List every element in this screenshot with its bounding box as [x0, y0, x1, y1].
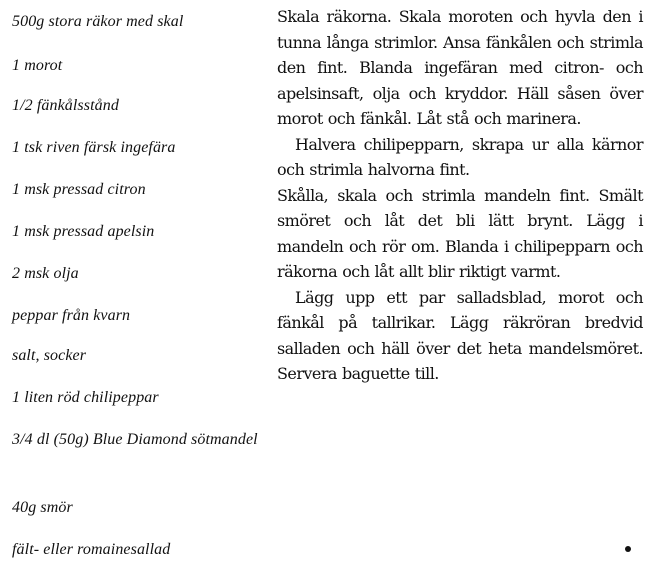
ingredient-item: 40g smör	[12, 499, 73, 516]
instruction-paragraph: Lägg upp ett par salladsblad, morot och fänkål på tallrikar. Lägg räkröran bredvid salladen och häll över det heta mandelsmöret. Servera baguette till.	[277, 287, 643, 383]
instruction-paragraph: Skala räkorna. Skala moroten och hyvla den i tunna långa strimlor. Ansa fänkålen och strimla den fint. Blanda ingefäran med citron- och apelsinsaft, olja och kryddor. Häll såsen över morot och fänkål. Låt stå och marinera.	[277, 7, 643, 128]
ingredient-item: 1/2 fänkålsstånd	[12, 97, 119, 114]
ingredient-item: fält- eller romainesallad	[12, 541, 171, 558]
instruction-paragraph: Halvera chilipepparn, skrapa ur alla kärnor och strimla halvorna fint.	[277, 134, 643, 179]
ingredient-item: 1 morot	[12, 57, 63, 74]
ingredient-item: peppar från kvarn	[12, 307, 131, 324]
ingredient-item: 1 msk pressad citron	[12, 181, 146, 198]
ingredient-item: 2 msk olja	[12, 265, 79, 282]
end-mark-bullet	[625, 546, 631, 552]
instructions	[277, 4, 643, 387]
ingredient-item: 500g stora räkor med skal	[12, 13, 184, 30]
ingredient-item: salt, socker	[12, 347, 87, 364]
ingredient-item: 1 tsk riven färsk ingefära	[12, 139, 176, 156]
ingredient-item: 1 liten röd chilipeppar	[12, 389, 159, 406]
instruction-paragraph: Skålla, skala och strimla mandeln fint. Smält smöret och låt det bli lätt brynt. Lägg i mandeln och rör om. Blanda i chilipepparn och räkorna och låt allt blir riktigt varmt.	[277, 185, 643, 281]
ingredient-item: 3/4 dl (50g) Blue Diamond sötmandel	[12, 431, 258, 448]
ingredient-item: 1 msk pressad apelsin	[12, 223, 155, 240]
